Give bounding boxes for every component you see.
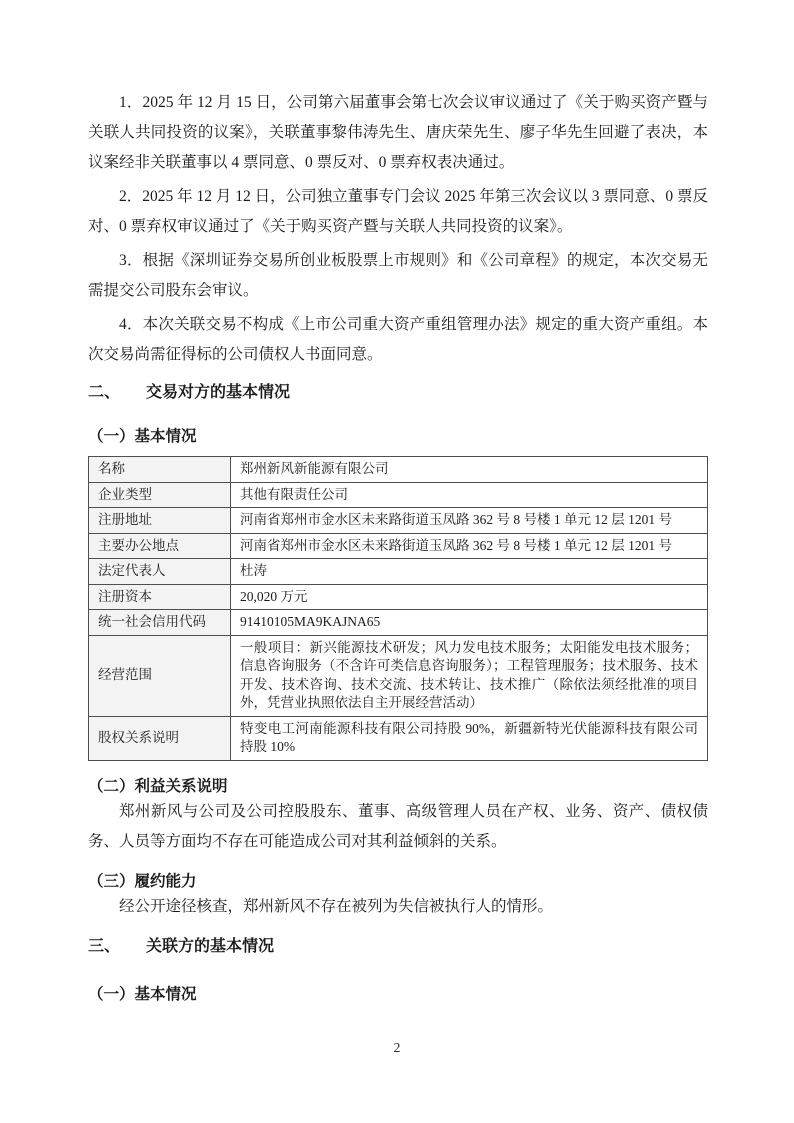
row-label: 经营范围 xyxy=(89,635,231,716)
table-row xyxy=(89,610,708,636)
row-label: 主要办公地点 xyxy=(89,533,231,559)
row-value: 郑州新风新能源有限公司 xyxy=(231,457,708,483)
row-label: 企业类型 xyxy=(89,482,231,508)
intro-paragraph: 4．本次关联交易不构成《上市公司重大资产重组管理办法》规定的重大资产重组。本次交易尚需征得标的公司债权人书面同意。 xyxy=(88,316,708,363)
row-value: 一般项目：新兴能源技术研发；风力发电技术服务；太阳能发电技术服务；信息咨询服务（不含许可类信息咨询服务）；工程管理服务；技术服务、技术开发、技术咨询、技术交流、技术转让、技术推广（除依法须经批准的项目外，凭营业执照依法自主开展经营活动） xyxy=(231,635,708,716)
intro-paragraph: 1．2025 年 12 月 15 日，公司第六届董事会第七次会议审议通过了《关于购买资产暨与关联人共同投资的议案》，关联董事黎伟涛先生、唐庆荣先生、廖子华先生回避了表决，本议案经非关联董事以 4 票同意、0 票反对、0 票弃权表决通过。 xyxy=(88,94,708,171)
row-value: 20,020 万元 xyxy=(231,584,708,610)
subsection-heading-basic-info: （一）基本情况 xyxy=(88,428,197,445)
page-number: 2 xyxy=(393,1040,401,1055)
row-value: 河南省郑州市金水区未来路街道玉凤路 362 号 8 号楼 1 单元 12 层 1201 号 xyxy=(231,508,708,534)
row-value: 杜涛 xyxy=(231,559,708,585)
table-row xyxy=(89,716,708,760)
section-heading-counterparty xyxy=(88,382,708,404)
intro-paragraph: 3．根据《深圳证券交易所创业板股票上市规则》和《公司章程》的规定，本次交易无需提交公司股东会审议。 xyxy=(88,252,708,299)
section-heading-related-party xyxy=(88,936,708,958)
company-info-table xyxy=(88,456,708,761)
row-value: 特变电工河南能源科技有限公司持股 90%，新疆新特光伏能源科技有限公司持股 10% xyxy=(231,716,708,760)
row-label: 注册地址 xyxy=(89,508,231,534)
performance-ability-paragraph: 经公开途径核查，郑州新风不存在被列为失信被执行人的情形。 xyxy=(119,897,554,915)
table-row xyxy=(89,457,708,483)
table-row xyxy=(89,482,708,508)
table-row xyxy=(89,508,708,534)
section-title: 关联方的基本情况 xyxy=(146,937,275,955)
row-value: 河南省郑州市金水区未来路街道玉凤路 362 号 8 号楼 1 单元 12 层 1201 号 xyxy=(231,533,708,559)
table-row xyxy=(89,584,708,610)
row-value: 91410105MA9KAJNA65 xyxy=(231,610,708,636)
table-row xyxy=(89,635,708,716)
interest-relation-paragraph: 郑州新风与公司及公司控股股东、董事、高级管理人员在产权、业务、资产、债权债务、人员等方面均不存在可能造成公司对其利益倾斜的关系。 xyxy=(88,802,708,850)
row-label: 统一社会信用代码 xyxy=(89,610,231,636)
table-row xyxy=(89,533,708,559)
section-number: 二、 xyxy=(88,384,121,401)
section-title: 交易对方的基本情况 xyxy=(146,384,291,401)
page-content xyxy=(88,88,708,1005)
section-number: 三、 xyxy=(88,937,121,955)
row-label: 注册资本 xyxy=(89,584,231,610)
subsection-heading-basic-info-2: （一）基本情况 xyxy=(88,985,197,1003)
row-label: 股权关系说明 xyxy=(89,716,231,760)
subsection-heading-performance-ability: （三）履约能力 xyxy=(88,872,197,890)
intro-paragraph: 2．2025 年 12 月 12 日，公司独立董事专门会议 2025 年第三次会议以 3 票同意、0 票反对、0 票弃权审议通过了《关于购买资产暨与关联人共同投资的议案》。 xyxy=(88,188,709,235)
row-label: 名称 xyxy=(89,457,231,483)
row-value: 其他有限责任公司 xyxy=(231,482,708,508)
subsection-heading-interest-relation: （二）利益关系说明 xyxy=(88,777,228,795)
row-label: 法定代表人 xyxy=(89,559,231,585)
table-row xyxy=(89,559,708,585)
